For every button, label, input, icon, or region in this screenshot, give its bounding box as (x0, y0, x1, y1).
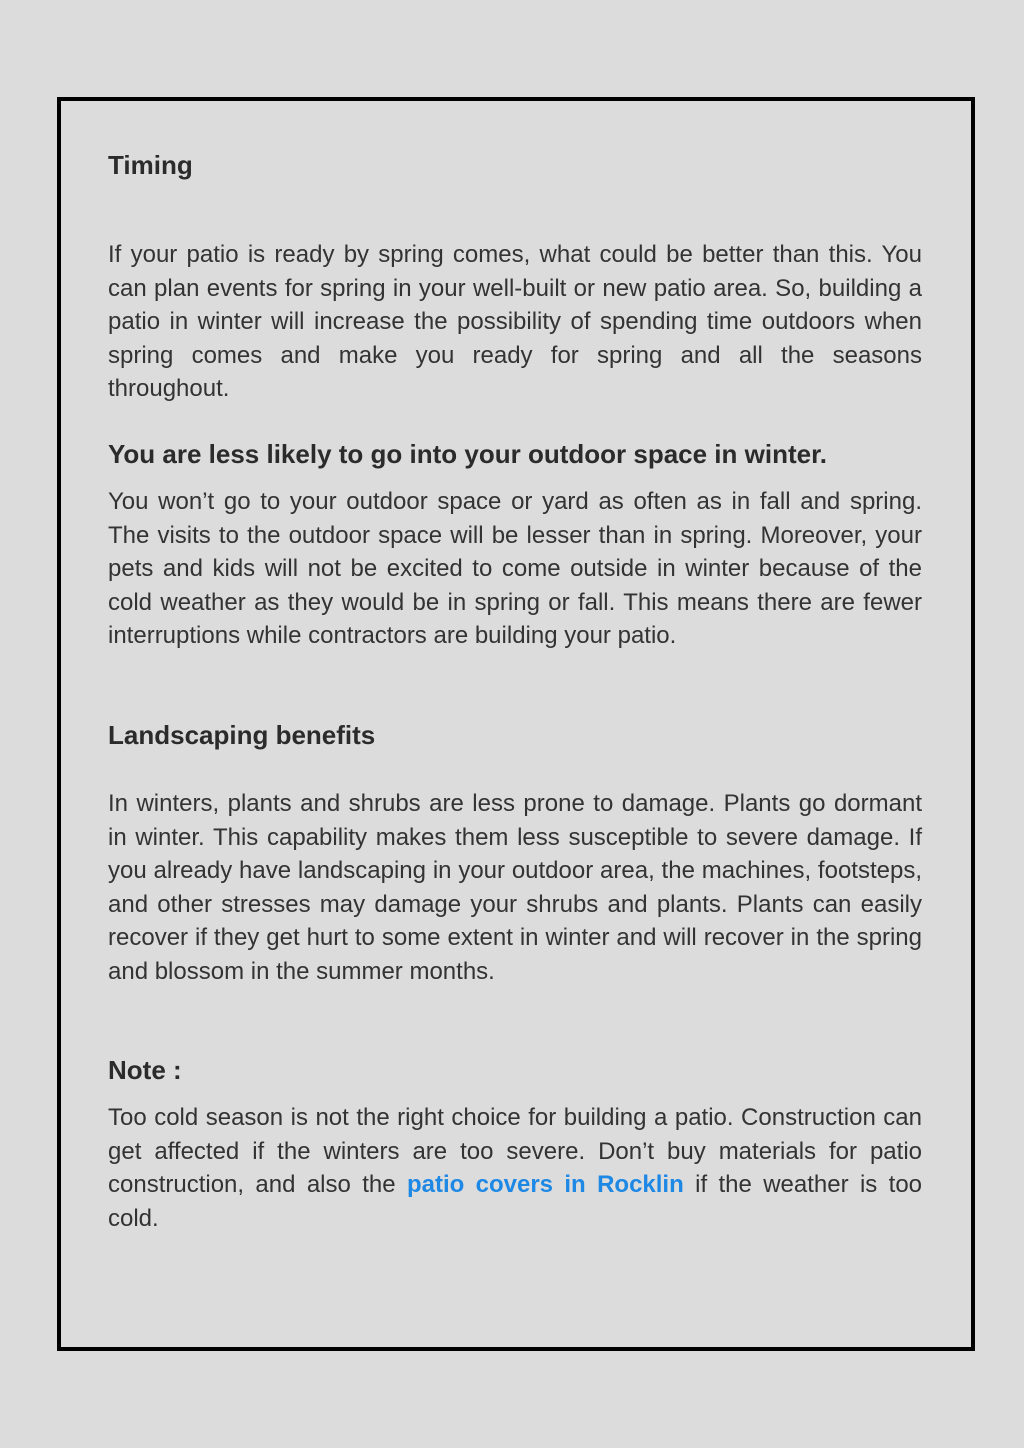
heading-landscaping-benefits: Landscaping benefits (108, 720, 376, 750)
heading-note: Note : (108, 1055, 182, 1085)
paragraph-timing: If your patio is ready by spring comes, what could be better than this. You can plan events for spring in your well-built or new patio area. So, building a patio in winter will increase the possibility of spending time outdoors when spring comes and make you ready for spring and all the seasons throughout. (108, 241, 922, 402)
note-text-after-link: if the weather is too cold. (108, 1171, 923, 1232)
paragraph-note (108, 1101, 922, 1235)
patio-covers-link[interactable]: patio covers in Rocklin (406, 1171, 684, 1198)
heading-timing: Timing (108, 150, 193, 180)
note-text-before-link: Too cold season is not the right choice for building a patio. Construction can get affected if the winters are too severe. Don’t buy materials for patio construction, and also the (108, 1104, 922, 1198)
paragraph-landscaping-benefits: In winters, plants and shrubs are less prone to damage. Plants go dormant in winter. This capability makes them less susceptible to severe damage. If you already have landscaping in your outdoor area, the machines, footsteps, and other stresses may damage your shrubs and plants. Plants can easily recover if they get hurt to some extent in winter and will recover in the spring and blossom in the summer months. (108, 790, 922, 985)
paragraph-less-likely-outdoor: You won’t go to your outdoor space or yard as often as in fall and spring. The visits to the outdoor space will be lesser than in spring. Moreover, your pets and kids will not be excited to come outside in winter because of the cold weather as they would be in spring or fall. This means there are fewer interruptions while contractors are building your patio. (108, 488, 922, 649)
heading-less-likely-outdoor: You are less likely to go into your outdoor space in winter. (108, 439, 827, 469)
